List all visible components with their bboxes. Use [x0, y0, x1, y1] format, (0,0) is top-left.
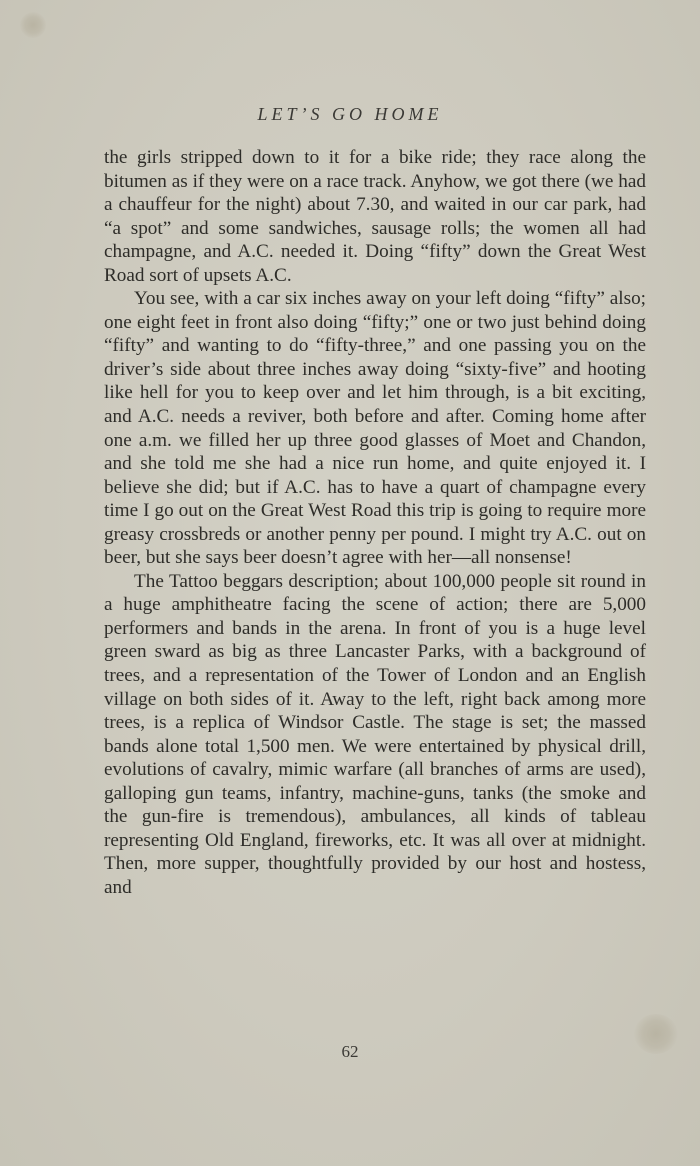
paragraph: The Tattoo beggars description; about 100,000 people sit round in a huge amphitheatre facing the scene of action; there are 5,000 performers and bands in the arena. In front of you is a huge level green sward as big as three Lancaster Parks, with a background of trees, and a representation of the Tower of London and an English village on both sides of it. Away to the left, right back among more trees, is a replica of Windsor Castle. The stage is set; the massed bands alone total 1,500 men. We were entertained by physical drill, evolutions of cavalry, mimic warfare (all branches of arms are used), galloping gun teams, infantry, machine-guns, tanks (the smoke and the gun-fire is tremendous), ambulances, all kinds of tableau representing Old England, fireworks, etc. It was all over at midnight. Then, more supper, thoughtfully provided by our host and hostess, and: [104, 570, 646, 898]
paragraph: You see, with a car six inches away on your left doing “fifty” also; one eight feet in front also doing “fifty;” one or two just behind doing “fifty” and wanting to do “fifty-three,” and one passing you on the driver’s side about three inches away doing “sixty-five” and hooting like hell for you to keep over and let him through, is a bit exciting, and A.C. needs a reviver, both before and after. Coming home after one a.m. we filled her up three good glasses of Moet and Chandon, and she told me she had a nice run home, and quite enjoyed it. I believe she did; but if A.C. has to have a quart of champagne every time I go out on the Great West Road this trip is going to require more greasy crossbreds or another penny per pound. I might try A.C. out on beer, but she says beer doesn’t agree with her—all nonsense!: [104, 288, 646, 569]
running-head: LET’S GO HOME: [257, 104, 443, 124]
body-text: [104, 146, 646, 900]
paper-stain: [20, 12, 46, 38]
page-number: 62: [341, 1042, 359, 1061]
paragraph: the girls stripped down to it for a bike ride; they race along the bitumen as if they were on a race track. Anyhow, we got there (we had a chauffeur for the night) about 7.30, and waited in our car park, had “a spot” and some sandwiches, sausage rolls; the women all had champagne, and A.C. needed it. Doing “fifty” down the Great West Road sort of upsets A.C.: [104, 147, 646, 286]
